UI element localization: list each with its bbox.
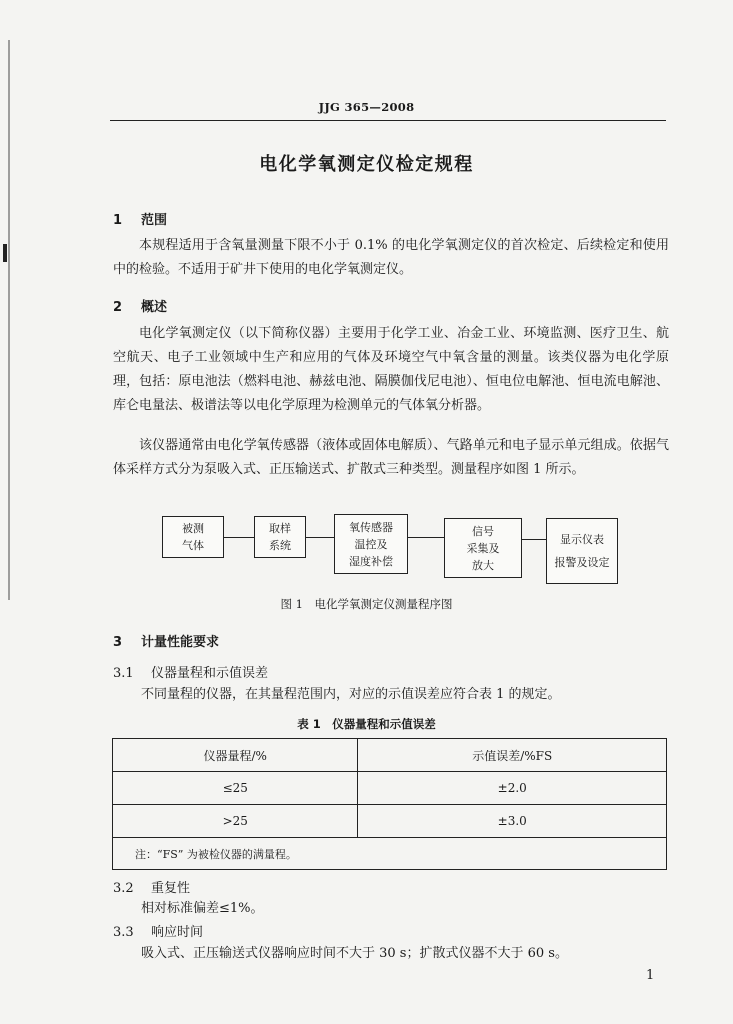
section-3-3-text: 吸入式、正压输送式仪器响应时间不大于 30 s；扩散式仪器不大于 60 s。 [141, 946, 568, 961]
table-1 [112, 738, 667, 870]
diagram-box-4-line-3: 放大 [472, 558, 494, 572]
section-3-3-number: 3.3 [113, 925, 134, 940]
diagram-box-oxygen-sensor [334, 514, 408, 574]
section-3-title: 计量性能要求 [141, 635, 220, 650]
table-row [113, 805, 667, 838]
document-title: 电化学氧测定仪检定规程 [259, 154, 474, 175]
section-3-1-title: 仪器量程和示值误差 [151, 666, 269, 681]
table-header-row [113, 739, 667, 772]
section-3-1-text: 不同量程的仪器，在其量程范围内，对应的示值误差应符合表 1 的规定。 [141, 687, 561, 702]
table-1-title: 表 1 仪器量程和示值误差 [297, 717, 436, 731]
section-3-2-text: 相对标准偏差≤1%。 [141, 901, 264, 916]
section-2-title: 概述 [141, 300, 168, 315]
diagram-box-sampling-system [254, 516, 306, 558]
table-cell-range: >25 [113, 805, 358, 838]
section-1-title: 范围 [141, 213, 168, 228]
section-2-paragraph-2: 该仪器通常由电化学氧传感器（液体或固体电解质）、气路单元和电子显示单元组成。依据气体采样方式分为泵吸入式、正压输送式、扩散式三种类型。测量程序如图 1 所示。 [113, 438, 669, 477]
table-note: 注：“FS” 为被检仪器的满量程。 [113, 838, 667, 870]
section-2-paragraph-1: 电化学氧测定仪（以下简称仪器）主要用于化学工业、冶金工业、环境监测、医疗卫生、航空航天、电子工业领域中生产和应用的气体及环境空气中氧含量的测量。该类仪器为电化学原理，包括：原电池法（燃料电池、赫兹电池、隔膜伽伐尼电池）、恒电位电解池、恒电流电解池、库仑电量法、极谱法等以电化学原理为检测单元的气体氧分析器。 [113, 326, 669, 413]
scan-mark [3, 244, 7, 262]
figure-1-caption: 图 1 电化学氧测定仪测量程序图 [280, 597, 453, 611]
scan-edge-line [8, 40, 10, 600]
section-1-heading [113, 209, 167, 228]
table-cell-error: ±3.0 [358, 805, 667, 838]
table-row [113, 772, 667, 805]
section-3-1-heading [113, 662, 268, 681]
diagram-box-1-line-2: 气体 [182, 539, 204, 552]
section-3-3-heading [113, 921, 203, 940]
diagram-box-2-line-1: 取样 [269, 522, 291, 535]
diagram-box-signal-acquisition [444, 518, 522, 578]
table-cell-range: ≤25 [113, 772, 358, 805]
section-3-1-number: 3.1 [113, 666, 134, 681]
diagram-box-1-line-1: 被测 [182, 522, 204, 535]
section-3-3-title: 响应时间 [151, 925, 204, 940]
table-header-range: 仪器量程/% [113, 739, 358, 772]
section-3-2-title: 重复性 [151, 881, 191, 896]
section-2-heading [113, 296, 167, 315]
diagram-box-3-line-1: 氧传感器 [349, 520, 393, 534]
section-3-heading [113, 631, 219, 650]
table-cell-error: ±2.0 [358, 772, 667, 805]
section-2-number: 2 [113, 300, 123, 315]
page-number: 1 [646, 968, 655, 983]
header-rule [110, 120, 666, 121]
diagram-box-5-line-1: 显示仪表 [560, 533, 604, 546]
diagram-connector-3 [408, 537, 444, 538]
page-header: JJG 365—2008 [318, 100, 415, 114]
diagram-box-4-line-1: 信号 [472, 524, 494, 538]
section-1-text: 本规程适用于含氧量测量下限不小于 0.1% 的电化学氧测定仪的首次检定、后续检定和使用中的检验。不适用于矿井下使用的电化学氧测定仪。 [113, 238, 669, 277]
section-1-number: 1 [113, 213, 123, 228]
diagram-connector-4 [522, 539, 546, 540]
section-3-number: 3 [113, 635, 123, 650]
section-3-2-number: 3.2 [113, 881, 134, 896]
diagram-box-display-alarm [546, 518, 618, 584]
table-note-row [113, 838, 667, 870]
diagram-connector-2 [306, 537, 334, 538]
diagram-box-5-line-2: 报警及设定 [554, 556, 610, 569]
section-3-2-heading [113, 877, 190, 896]
diagram-box-measured-gas [162, 516, 224, 558]
diagram-connector-1 [224, 537, 254, 538]
diagram-box-4-line-2: 采集及 [466, 541, 500, 555]
table-header-error: 示值误差/%FS [358, 739, 667, 772]
diagram-box-3-line-2: 温控及 [354, 537, 388, 551]
diagram-box-3-line-3: 湿度补偿 [349, 554, 393, 568]
diagram-box-2-line-2: 系统 [269, 539, 291, 552]
